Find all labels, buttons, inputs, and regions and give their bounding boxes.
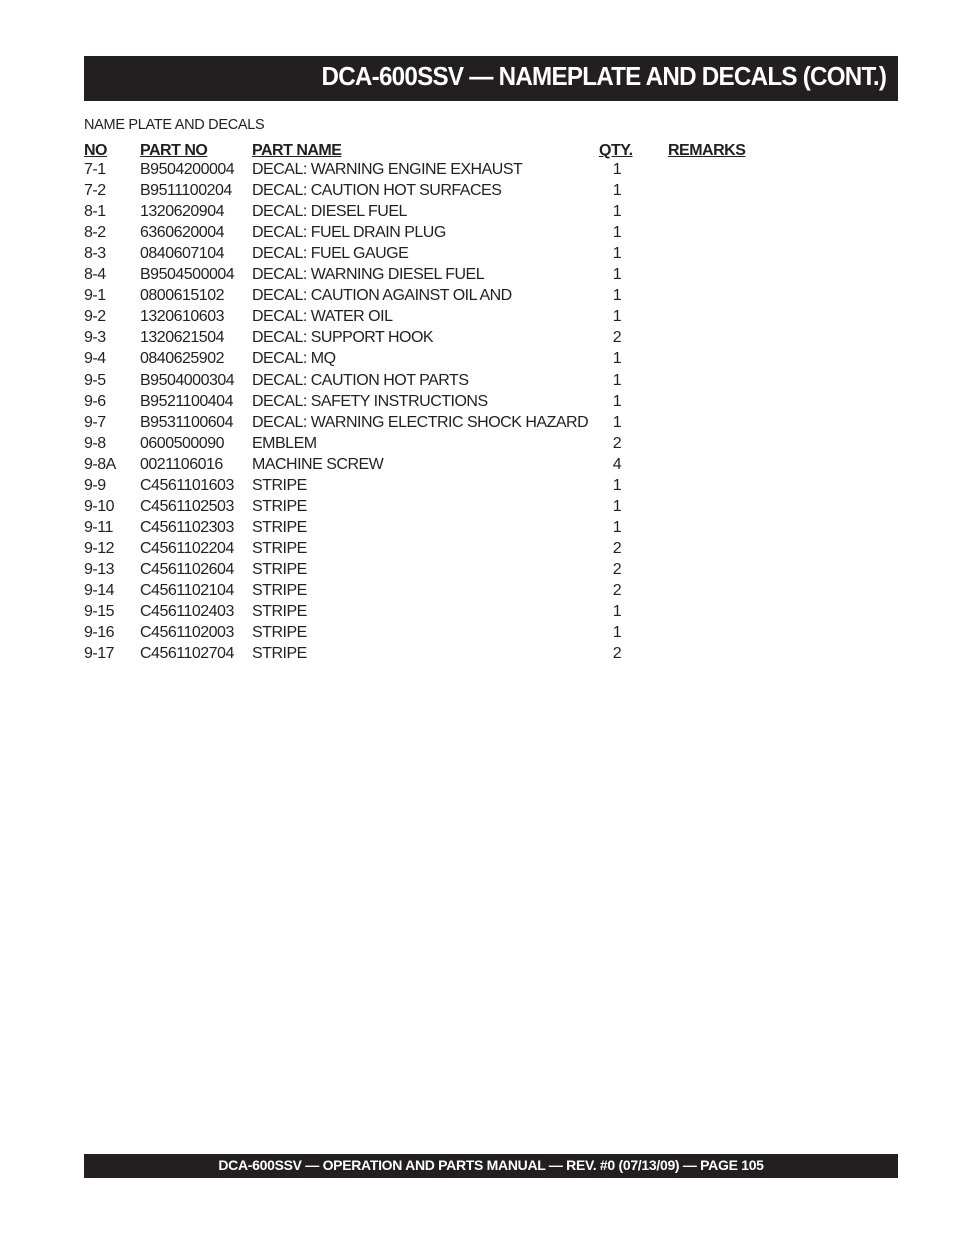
cell-part-no: 6360620004	[140, 224, 224, 242]
cell-part-name: STRIPE	[252, 624, 307, 642]
cell-qty: 1	[612, 413, 622, 431]
cell-no: 8-1	[84, 203, 106, 221]
cell-qty: 2	[612, 434, 622, 452]
cell-no: 9-10	[84, 497, 115, 515]
cell-part-name: STRIPE	[252, 497, 307, 515]
title-bar	[84, 56, 898, 101]
cell-qty: 1	[612, 603, 622, 621]
footer-bar	[84, 1154, 898, 1178]
table-row	[0, 372, 954, 393]
cell-part-no: 0840607104	[140, 245, 224, 263]
cell-part-name: STRIPE	[252, 603, 307, 621]
cell-part-name: DECAL: SUPPORT HOOK	[252, 329, 434, 347]
table-row	[0, 224, 954, 245]
cell-part-name: DECAL: FUEL DRAIN PLUG	[252, 224, 446, 242]
cell-qty: 1	[612, 287, 622, 305]
cell-qty: 1	[612, 308, 622, 326]
cell-part-name: DECAL: CAUTION AGAINST OIL AND	[252, 287, 512, 305]
cell-no: 9-6	[84, 392, 106, 410]
cell-part-name: DECAL: WARNING ENGINE EXHAUST	[252, 161, 523, 178]
cell-part-no: B9504500004	[140, 266, 235, 284]
cell-part-no: 0600500090	[140, 434, 224, 452]
table-row	[0, 329, 954, 350]
cell-qty: 1	[612, 476, 622, 494]
cell-no: 9-15	[84, 603, 115, 621]
table-row	[0, 161, 954, 182]
cell-part-name: DECAL: FUEL GAUGE	[252, 245, 409, 263]
table-row	[0, 477, 954, 498]
cell-no: 9-8	[84, 434, 106, 452]
cell-part-no: C4561102503	[140, 497, 234, 515]
cell-part-no: 1320620904	[140, 203, 224, 221]
cell-part-name: DECAL: WATER OIL	[252, 308, 393, 326]
cell-no: 9-12	[84, 539, 115, 557]
cell-part-no: C4561102303	[140, 518, 234, 536]
table-row	[0, 287, 954, 308]
cell-no: 9-2	[84, 308, 106, 326]
cell-qty: 2	[612, 539, 622, 557]
cell-part-name: DECAL: MQ	[252, 350, 336, 368]
column-header-part-no: PART NO	[140, 142, 208, 159]
cell-part-no: B9531100604	[140, 413, 233, 431]
cell-part-name: DECAL: WARNING ELECTRIC SHOCK HAZARD	[252, 413, 589, 431]
table-row	[0, 266, 954, 287]
cell-part-no: 0021106016	[140, 455, 223, 473]
cell-no: 9-4	[84, 350, 106, 368]
cell-qty: 2	[612, 645, 622, 663]
cell-qty: 1	[612, 203, 622, 221]
table-row	[0, 414, 954, 435]
table-row	[0, 393, 954, 414]
cell-part-name: EMBLEM	[252, 434, 317, 452]
cell-no: 8-3	[84, 245, 106, 263]
cell-part-no: B9511100204	[140, 182, 232, 200]
cell-qty: 1	[612, 518, 622, 536]
cell-part-name: DECAL: CAUTION HOT PARTS	[252, 371, 469, 389]
cell-no: 9-14	[84, 582, 115, 599]
cell-part-no: C4561102003	[140, 624, 234, 642]
cell-part-name: STRIPE	[252, 560, 307, 578]
table-row	[0, 308, 954, 329]
cell-part-name: STRIPE	[252, 539, 307, 557]
cell-part-no: B9504200004	[140, 161, 235, 178]
cell-qty: 4	[612, 455, 622, 473]
cell-qty: 2	[612, 560, 622, 578]
cell-no: 9-5	[84, 371, 106, 389]
cell-qty: 1	[612, 624, 622, 642]
table-row	[0, 519, 954, 540]
cell-qty: 1	[612, 371, 622, 389]
table-row	[0, 435, 954, 456]
cell-qty: 1	[612, 182, 622, 200]
cell-qty: 1	[612, 392, 622, 410]
table-row	[0, 245, 954, 266]
table-row	[0, 645, 954, 666]
table-row	[0, 498, 954, 519]
cell-no: 9-16	[84, 624, 115, 642]
column-header-qty: QTY.	[599, 142, 633, 159]
cell-part-name: STRIPE	[252, 476, 307, 494]
cell-part-no: C4561102403	[140, 603, 234, 621]
cell-no: 8-2	[84, 224, 106, 242]
cell-qty: 1	[612, 161, 622, 178]
table-row	[0, 182, 954, 203]
cell-part-no: C4561102704	[140, 645, 234, 663]
table-row	[0, 603, 954, 624]
cell-part-no: B9504000304	[140, 371, 235, 389]
column-header-remarks: REMARKS	[668, 142, 746, 159]
column-header-no: NO	[84, 142, 107, 159]
cell-no: 9-11	[84, 518, 113, 536]
cell-no: 8-4	[84, 266, 106, 284]
cell-part-name: DECAL: SAFETY INSTRUCTIONS	[252, 392, 488, 410]
cell-qty: 2	[612, 329, 622, 347]
cell-part-name: DECAL: CAUTION HOT SURFACES	[252, 182, 502, 200]
cell-part-name: MACHINE SCREW	[252, 455, 384, 473]
table-row	[0, 561, 954, 582]
cell-qty: 1	[612, 224, 622, 242]
cell-qty: 1	[612, 245, 622, 263]
cell-part-no: B9521100404	[140, 392, 233, 410]
table-row	[0, 350, 954, 371]
cell-no: 9-9	[84, 476, 106, 494]
cell-no: 7-2	[84, 182, 106, 200]
cell-no: 9-8A	[84, 455, 116, 473]
cell-part-name: DECAL: WARNING DIESEL FUEL	[252, 266, 485, 284]
footer-text: DCA-600SSV — OPERATION AND PARTS MANUAL — REV. #0 (07/13/09) — PAGE 105	[218, 1157, 764, 1173]
cell-part-name: STRIPE	[252, 582, 307, 599]
cell-no: 9-3	[84, 329, 106, 347]
cell-no: 9-1	[84, 287, 106, 305]
table-row	[0, 203, 954, 224]
cell-no: 7-1	[84, 161, 106, 178]
cell-part-name: STRIPE	[252, 518, 307, 536]
column-header-part-name: PART NAME	[252, 142, 342, 159]
cell-part-name: STRIPE	[252, 645, 307, 663]
cell-no: 9-13	[84, 560, 115, 578]
table-row	[0, 582, 954, 603]
table-row	[0, 456, 954, 477]
cell-part-no: 1320621504	[140, 329, 224, 347]
cell-part-no: C4561102604	[140, 560, 234, 578]
cell-part-no: 1320610603	[140, 308, 224, 326]
table-row	[0, 624, 954, 645]
cell-part-no: C4561102204	[140, 539, 234, 557]
table-row	[0, 540, 954, 561]
cell-part-no: C4561101603	[140, 476, 234, 494]
cell-part-name: DECAL: DIESEL FUEL	[252, 203, 407, 221]
cell-part-no: C4561102104	[140, 582, 234, 599]
cell-no: 9-17	[84, 645, 115, 663]
cell-qty: 1	[612, 350, 622, 368]
cell-part-no: 0800615102	[140, 287, 224, 305]
page-title: DCA-600SSV — NAMEPLATE AND DECALS (CONT.)	[321, 61, 886, 91]
cell-qty: 2	[612, 582, 622, 599]
cell-part-no: 0840625902	[140, 350, 224, 368]
cell-no: 9-7	[84, 413, 106, 431]
cell-qty: 1	[612, 266, 622, 284]
section-subtitle: NAME PLATE AND DECALS	[84, 117, 265, 133]
cell-qty: 1	[612, 497, 622, 515]
